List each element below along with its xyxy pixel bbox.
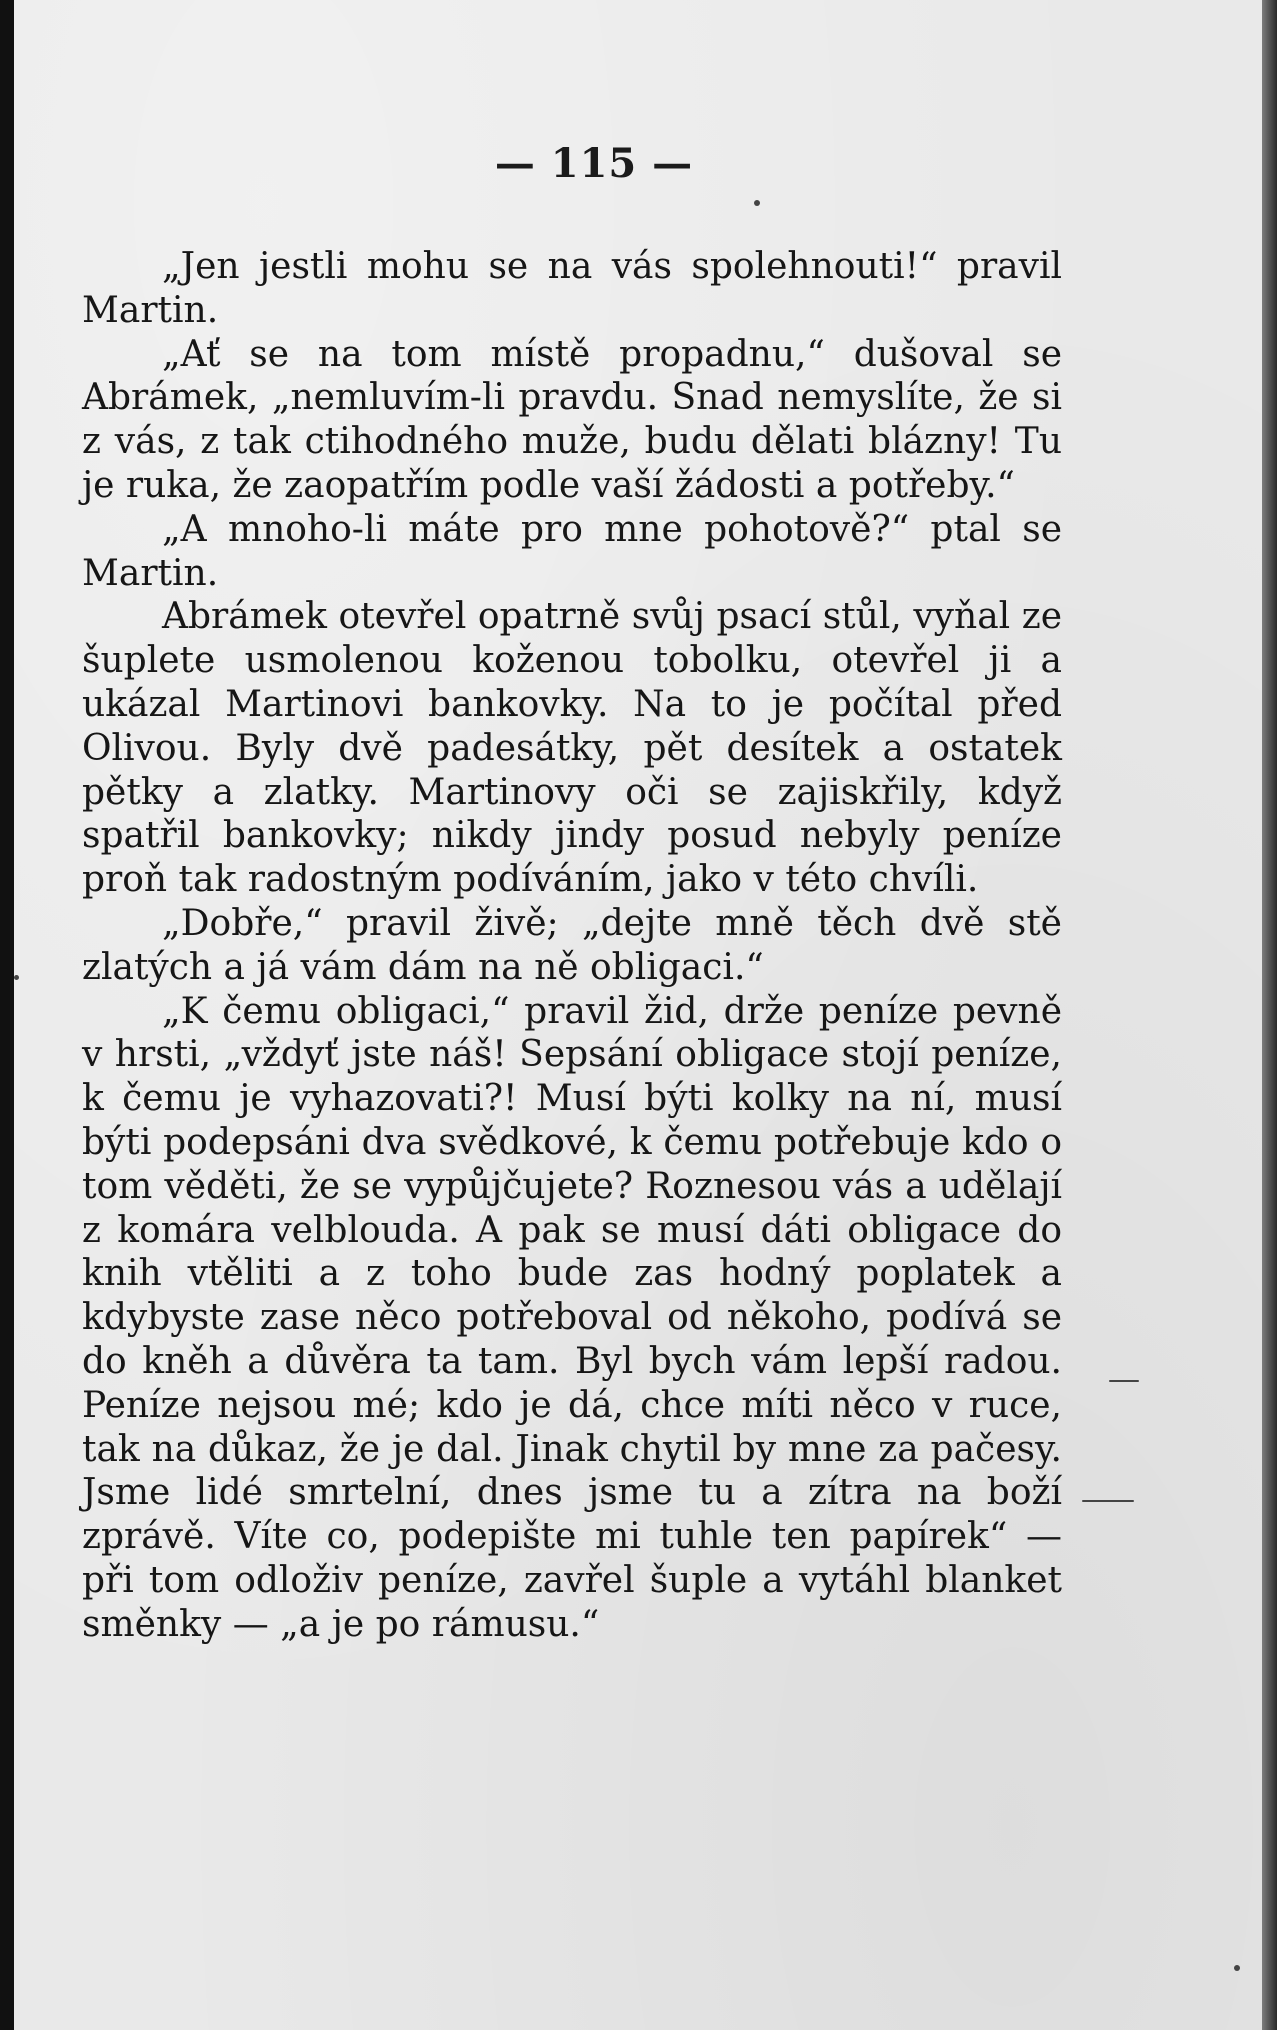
- paragraph: „K čemu obligaci,“ pravil žid, drže peníze pevně v hrsti, „vždyť jste náš! Sepsání obligace stojí peníze, k čemu je vyhazovati?! Musí býti kolky na ní, musí býti podepsáni dva svědkové, k čemu potřebuje kdo o tom věděti, že se vypůjčujete? Roznesou vás a udělají z komára velblouda. A pak se musí dáti obligace do knih vtěliti a z toho bude zas hodný poplatek a kdybyste zase něco potřeboval od někoho, podívá se do kněh a důvěra ta tam. Byl bych vám lepší radou. Peníze nejsou mé; kdo je dá, chce míti něco v ruce, tak na důkaz, že je dal. Jinak chytil by mne za pačesy. Jsme lidé smrtelní, dnes jsme tu a zítra na boží zprávě. Víte co, podepište mi tuhle ten papírek“ — při tom odloživ peníze, zavřel šuple a vytáhl blanket směnky — „a je po rámusu.“: [82, 990, 1062, 1645]
- paper-speck: [1109, 1380, 1139, 1382]
- paragraph: „A mnoho-li máte pro mne pohotově?“ ptal se Martin.: [82, 508, 1062, 594]
- paper-speck: [1234, 1965, 1240, 1971]
- paper-speck: [1082, 1500, 1134, 1502]
- paper-speck: [14, 975, 19, 980]
- page-right-edge: [1262, 0, 1277, 2030]
- paragraph: Abrámek otevřel opatrně svůj psací stůl, vyňal ze šuplete usmolenou koženou tobolku, otevřel ji a ukázal Martinovi bankovky. Na to je počítal před Olivou. Byly dvě padesátky, pět desítek a ostatek pětky a zlatky. Martinovy oči se zajiskřily, když spatřil bankovky; nikdy jindy posud nebyly peníze proň tak radostným podíváním, jako v této chvíli.: [82, 596, 1062, 901]
- book-page: [14, 0, 1262, 2030]
- paragraph: „Ať se na tom místě propadnu,“ dušoval se Abrámek, „nemluvím-li pravdu. Snad nemyslíte, že si z vás, z tak ctihodného muže, budu dělati blázny! Tu je ruka, že zaopatřím podle vaší žádosti a potřeby.“: [82, 333, 1062, 506]
- page-left-edge: [0, 0, 14, 2030]
- paper-speck: [754, 200, 760, 206]
- body-text: [82, 245, 1062, 1647]
- paragraph: „Dobře,“ pravil živě; „dejte mně těch dvě stě zlatých a já vám dám na ně obligaci.“: [82, 902, 1062, 988]
- paragraph: „Jen jestli mohu se na vás spolehnouti!“ pravil Martin.: [82, 246, 1062, 331]
- page-number: — 115 —: [494, 140, 694, 187]
